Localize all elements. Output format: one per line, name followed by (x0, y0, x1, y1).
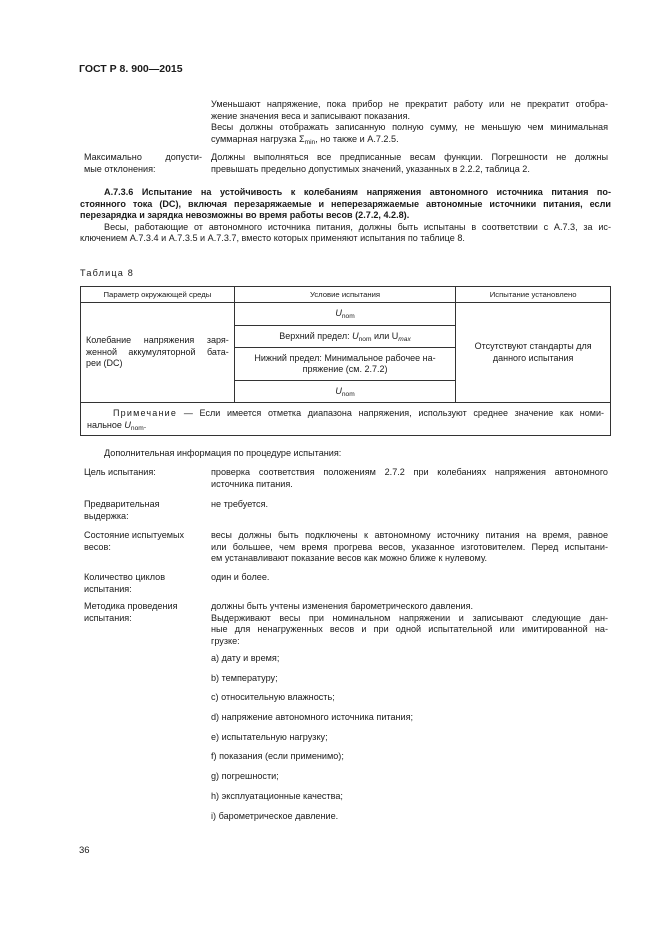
method-line: должны быть учтены изменения барометрического давления. (211, 601, 474, 611)
result-line: Отсутствуют стандарты для (474, 341, 592, 351)
purpose-line: источника питания. (211, 478, 293, 489)
section-heading-line: А.7.3.6 Испытание на устойчивость к колебаниям напряжения автономного источника питания по- (104, 187, 611, 197)
method-line: грузке: (211, 635, 240, 646)
deviations-value-line: Должны выполняться все предписанные весам функции. Погрешности не должны (211, 152, 608, 162)
table-cell-condition (234, 348, 456, 381)
page-number: 36 (79, 845, 90, 856)
deviations-value (211, 152, 608, 175)
table-header-param: Параметр окружающей среды (81, 287, 235, 303)
section-body-line: Весы, работающие от автономного источника питания, должны быть испытаны в соответствии с А.7.3, за ис- (104, 221, 611, 232)
cycles-label-line: Количество циклов (84, 572, 166, 582)
state-label-line: Состояние испытуемых (84, 530, 185, 540)
intro-line: Весы должны отображать записанную полную сумму, не меньшую чем минимальная (211, 122, 608, 132)
result-line: данного испытания (492, 352, 574, 363)
method-label (84, 601, 202, 624)
precond-value: не требуется. (211, 499, 269, 509)
table-cell-condition: $U_{nom}$ (234, 303, 456, 326)
note-line: Примечание — Если имеется отметка диапазона напряжения, используют среднее значение как номи- (113, 408, 604, 418)
table-cell-param (81, 303, 235, 403)
param-line: Колебание напряжения заря- (86, 335, 229, 346)
additional-title: Дополнительная информация по процедуре испытания: (104, 448, 342, 458)
purpose-label: Цель испытания: (84, 467, 156, 477)
section-heading-line: стоянного тока (DC), включая перезаряжаемые и неперезаряжаемые автономные источники питания, если (80, 198, 611, 209)
param-line: женной аккумуляторной бата- (86, 346, 229, 357)
list-item: g) погрешности; (211, 771, 279, 781)
param-line: реи (DC) (86, 358, 123, 369)
table-note (81, 403, 611, 436)
state-label-line: весов: (84, 541, 111, 552)
precond-label-line: Предварительная (84, 499, 160, 509)
note-line: нальное $U_{nom}$. (87, 419, 147, 432)
table-cell-result (456, 303, 611, 403)
method-label-line: Методика проведения (84, 601, 178, 611)
section-a736 (80, 187, 611, 245)
list-item: е) испытательную нагрузку; (211, 732, 328, 742)
precond-label (84, 499, 202, 522)
table-8 (80, 286, 611, 436)
intro-line: жение значения веса и записывают показания. (211, 110, 411, 121)
cycles-value: один и более. (211, 572, 270, 582)
list-item: i) барометрическое давление. (211, 811, 339, 821)
section-body-line: ключением А.7.3.4 и А.7.3.5 и А.7.3.7, вместо которых применяют испытания по таблице 8. (80, 233, 465, 243)
table-caption: Таблица 8 (80, 268, 135, 278)
deviations-label (84, 152, 202, 175)
state-label (84, 530, 202, 553)
deviations-label-line: Максимально допусти- (84, 152, 202, 162)
list-item: f) показания (если применимо); (211, 751, 344, 761)
list-item: b) температуру; (211, 673, 278, 683)
method-label-line: испытания: (84, 612, 132, 623)
deviations-label-line: мые отклонения: (84, 163, 156, 174)
table-header-condition: Условие испытания (234, 287, 456, 303)
state-line: весы должны быть подключены к автономному источнику питания на время, равное (211, 530, 608, 540)
condition-line: пряжение (см. 2.7.2) (302, 364, 388, 374)
table-cell-condition: $U_{nom}$ (234, 381, 456, 403)
table-cell-condition: Верхний предел: $U_{nom}$ или $U_{max}$ (234, 326, 456, 348)
list-item: h) эксплуатационные качества; (211, 791, 343, 801)
method-line: Выдерживают весы при номинальном напряжении и записывают следующие дан- (211, 612, 608, 623)
section-heading-line: перезарядка и зарядка невозможны во время работы весов (2.7.2, 4.2.8). (80, 210, 410, 220)
table-header-result: Испытание установлено (456, 287, 611, 303)
cycles-label-line: испытания: (84, 583, 132, 594)
method-line: ные для ненагруженных весов и при одной испытательной или имитированной на- (211, 624, 608, 634)
intro-paragraph (211, 99, 608, 145)
intro-line: суммарная нагрузка $\Sigma_{min}$, но также и А.7.2.5. (211, 133, 399, 146)
condition-line: Нижний предел: Минимальное рабочее на- (254, 352, 436, 363)
precond-label-line: выдержка: (84, 510, 129, 521)
state-line: ем устанавливают показание весов как можно ближе к нулевому. (211, 553, 488, 563)
purpose-value (211, 467, 608, 490)
list-item: а) дату и время; (211, 653, 280, 663)
list-item: с) относительную влажность; (211, 692, 335, 702)
purpose-line: проверка соответствия положениям 2.7.2 при колебаниях напряжения автономного (211, 467, 608, 477)
state-value (211, 530, 608, 565)
state-line: или большее, чем время прогрева весов, указанное изготовителем. Перед испытани- (211, 541, 608, 552)
cycles-label (84, 572, 202, 595)
list-item: d) напряжение автономного источника питания; (211, 712, 414, 722)
method-value (211, 601, 608, 647)
deviations-value-line: превышать предельно допустимых значений, указанных в 2.2.2, таблица 2. (211, 163, 530, 174)
intro-line: Уменьшают напряжение, пока прибор не прекратит работу или не прекратит отобра- (211, 99, 608, 109)
document-header: ГОСТ Р 8. 900—2015 (79, 63, 183, 75)
